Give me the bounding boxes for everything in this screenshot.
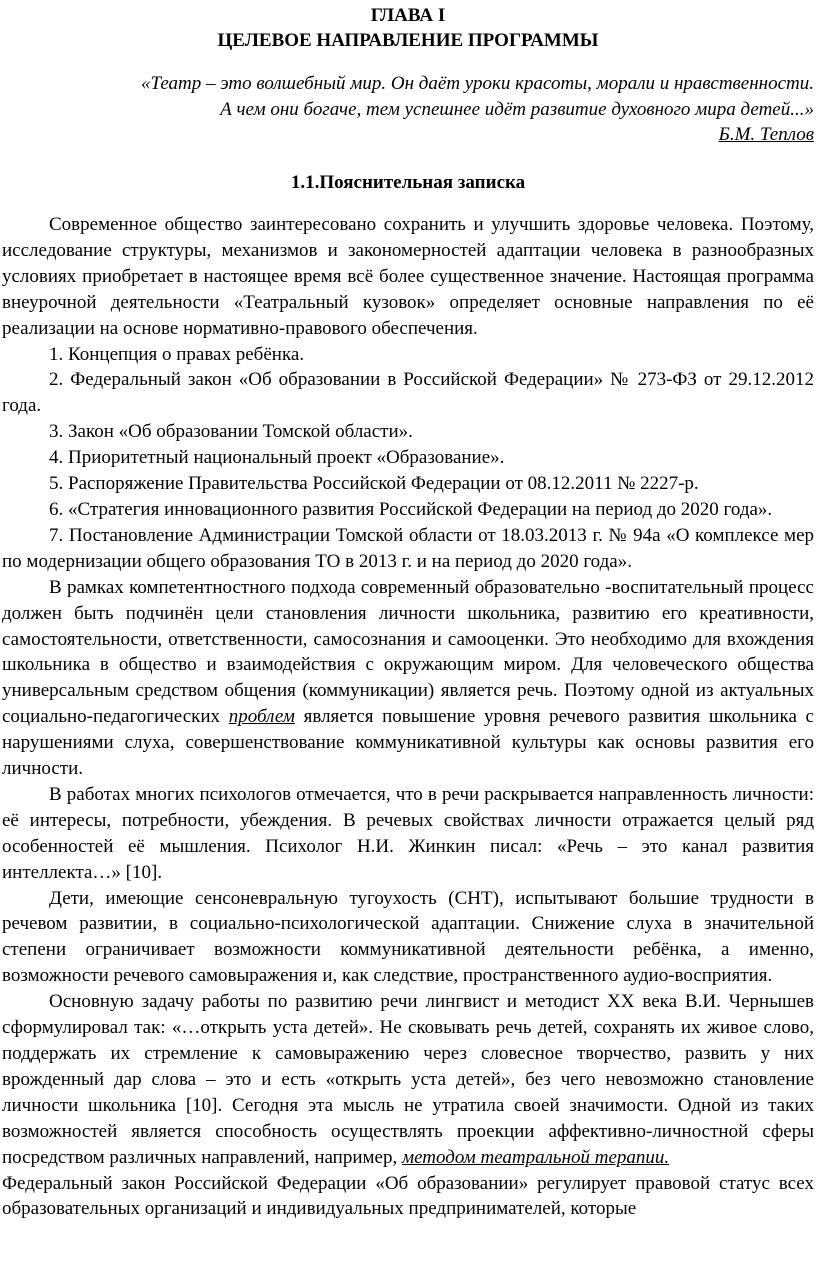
epigraph-author: Б.М. Теплов [718, 124, 814, 145]
law-paragraph: Федеральный закон Российской Федерации «Об образовании» регулирует правовой статус всех образовательных организаций и индивидуальных предпринимателей, которые [2, 1172, 814, 1220]
epigraph-line-1: «Театр – это волшебный мир. Он даёт уроки красоты, морали и нравственности. [140, 73, 814, 94]
chapter-number: ГЛАВА I [370, 5, 446, 26]
list-item: 7. Постановление Администрации Томской области от 18.03.2013 г. № 94а «О комплексе мер по модернизации общего образования ТО в 2013 г. и на период до 2020 года». [2, 524, 814, 572]
competence-text-start: В рамках компетентностного подхода современный образовательно -воспитательный процесс должен быть подчинён цели становления личности школьника, развитию его креативности, самостоятельности, ответственности, самосознания и самооценки. Это необходимо для вхождения школьника в общество и взаимодействия с окружающим миром. Для человеческого общества универсальным средством общения (коммуникации) является речь. Поэтому одной из актуальных социально-педагогических [2, 576, 814, 728]
intro-paragraph: Современное общество заинтересовано сохранить и улучшить здоровье человека. Поэтому, исследование структуры, механизмов и закономерностей адаптации человека в разнообразных условиях приобретает в настоящее время всё более существенное значение. Настоящая программа внеурочной деятельности «Театральный кузовок» определяет основные направления по её реализации на основе нормативно-правового обеспечения. [2, 214, 814, 339]
psychology-paragraph: В работах многих психологов отмечается, что в речи раскрывается направленность личности: её интересы, потребности, убеждения. В речевых свойствах личности отражается целый ряд особенностей её мышления. Психолог Н.И. Жинкин писал: «Речь – это канал развития интеллекта…» [10]. [2, 783, 814, 883]
chapter-title: ЦЕЛЕВОЕ НАПРАВЛЕНИЕ ПРОГРАММЫ [217, 30, 599, 51]
list-item: 6. «Стратегия инновационного развития Российской Федерации на период до 2020 года». [49, 498, 773, 520]
list-item: 4. Приоритетный национальный проект «Образование». [49, 447, 505, 469]
competence-text-end: является повышение уровня речевого развития школьника с нарушениями слуха, совершенствование коммуникативной культуры как основы развития его личности. [2, 706, 814, 780]
emphasis-problem: проблем [228, 706, 295, 728]
document-body [2, 212, 814, 1222]
section-title: 1.1.Пояснительная записка [290, 172, 526, 193]
list-item: 1. Концепция о правах ребёнка. [49, 343, 305, 365]
task-text: Основную задачу работы по развитию речи лингвист и методист XX века В.И. Чернышев сформулировал так: «…открыть уста детей». Не сковывать речь детей, сохранять их живое слово, поддержать их стремление к самовыражению через словесное творчество, развить у них врожденный дар слова – это и есть «открыть уста детей», без чего невозможно становление личности школьника [10]. Сегодня эта мысль не утратила своей значимости. Одной из таких возможностей является способность осуществлять проекции аффективно-личностной сферы посредством различных направлений, например, [2, 991, 814, 1168]
list-item: 3. Закон «Об образовании Томской области». [49, 421, 413, 443]
list-item: 2. Федеральный закон «Об образовании в Российской Федерации» № 273-ФЗ от 29.12.2012 года. [2, 369, 814, 417]
emphasis-theatre-therapy: методом театральной терапии. [401, 1146, 670, 1168]
epigraph-line-2: А чем они богаче, тем успешнее идёт развитие духовного мира детей...» [220, 99, 814, 120]
children-paragraph: Дети, имеющие сенсоневральную тугоухость (СНТ), испытывают большие трудности в речевом развитии, в социально-психологической адаптации. Снижение слуха в значительной степени ограничивает возможности коммуникативной деятельности ребёнка, а именно, возможности речевого самовыражения и, как следствие, пространственного аудио-восприятия. [2, 887, 814, 987]
list-item: 5. Распоряжение Правительства Российской Федерации от 08.12.2011 № 2227-р. [49, 473, 699, 495]
task-paragraph [2, 989, 814, 1170]
competence-paragraph [2, 575, 814, 782]
